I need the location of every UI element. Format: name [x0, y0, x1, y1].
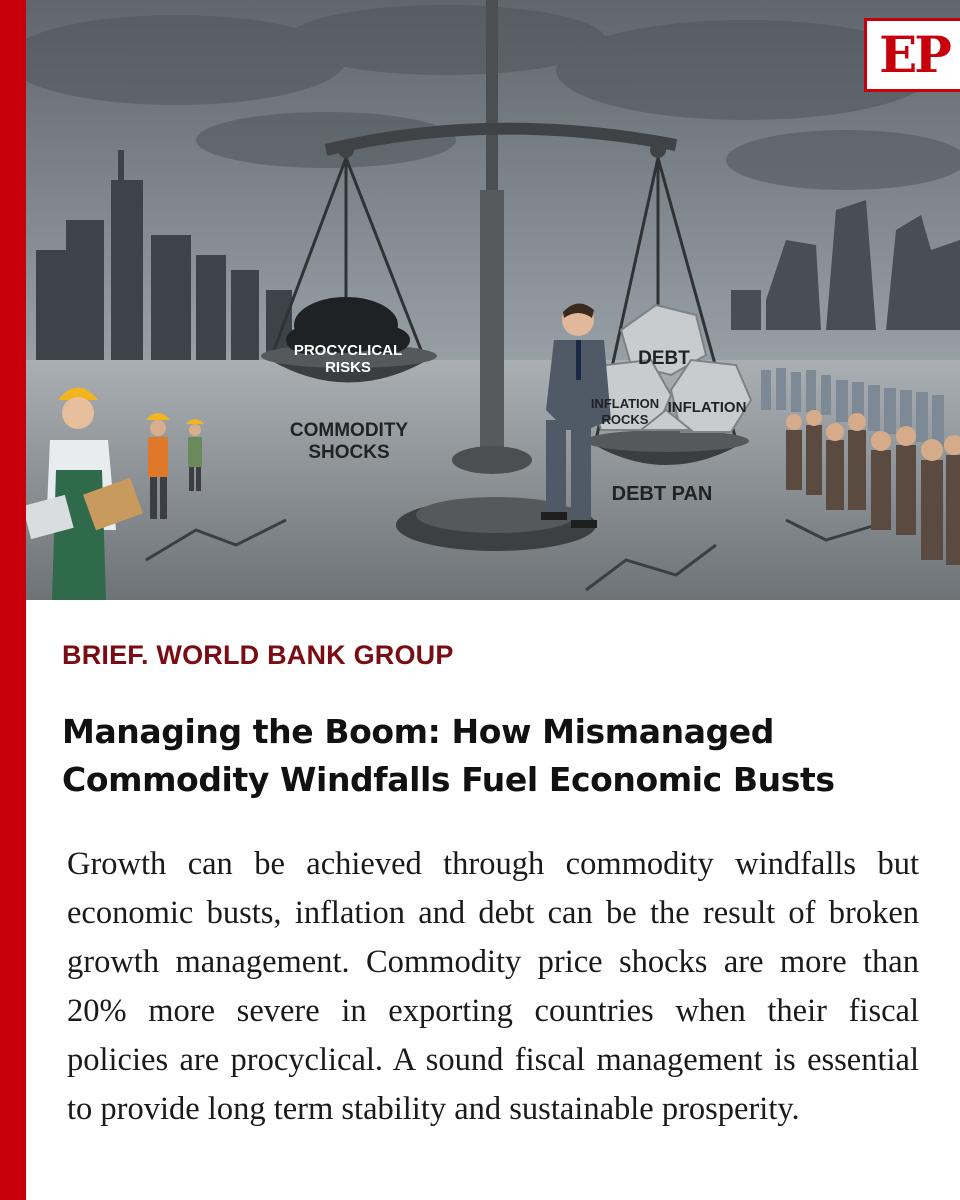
left-accent-bar	[0, 0, 26, 1200]
article-headline: Managing the Boom: How Mismanaged Commodity Windfalls Fuel Economic Busts	[62, 712, 835, 799]
article-kicker: BRIEF. WORLD BANK GROUP	[62, 640, 454, 670]
commodity-label: COMMODITY	[289, 420, 409, 441]
hero-illustration	[26, 0, 960, 600]
inflation-rocks-label: INFLATION	[590, 396, 660, 411]
debt-pan-label: DEBT PAN	[611, 483, 713, 505]
article-body: Growth can be achieved through commodity windfalls but economic busts, inflation and debt can be the result of broken growth management. Commodity price shocks are more than 20% more severe in exporting countries when their fiscal policies are procyclical. A sound fiscal management is essential to provide long term stability and sustainable prosperity.	[67, 846, 919, 1127]
procyclical-label: PROCYCLICAL	[293, 342, 403, 359]
logo-text: EP	[879, 25, 949, 84]
ep-logo	[864, 18, 960, 92]
debt-rock-label: DEBT	[638, 348, 690, 369]
rocks-label: ROCKS	[601, 412, 649, 427]
shocks-label: SHOCKS	[308, 442, 390, 463]
article-card	[26, 600, 960, 1200]
risks-label: RISKS	[325, 359, 371, 376]
inflation-rock-label: INFLATION	[667, 399, 747, 416]
